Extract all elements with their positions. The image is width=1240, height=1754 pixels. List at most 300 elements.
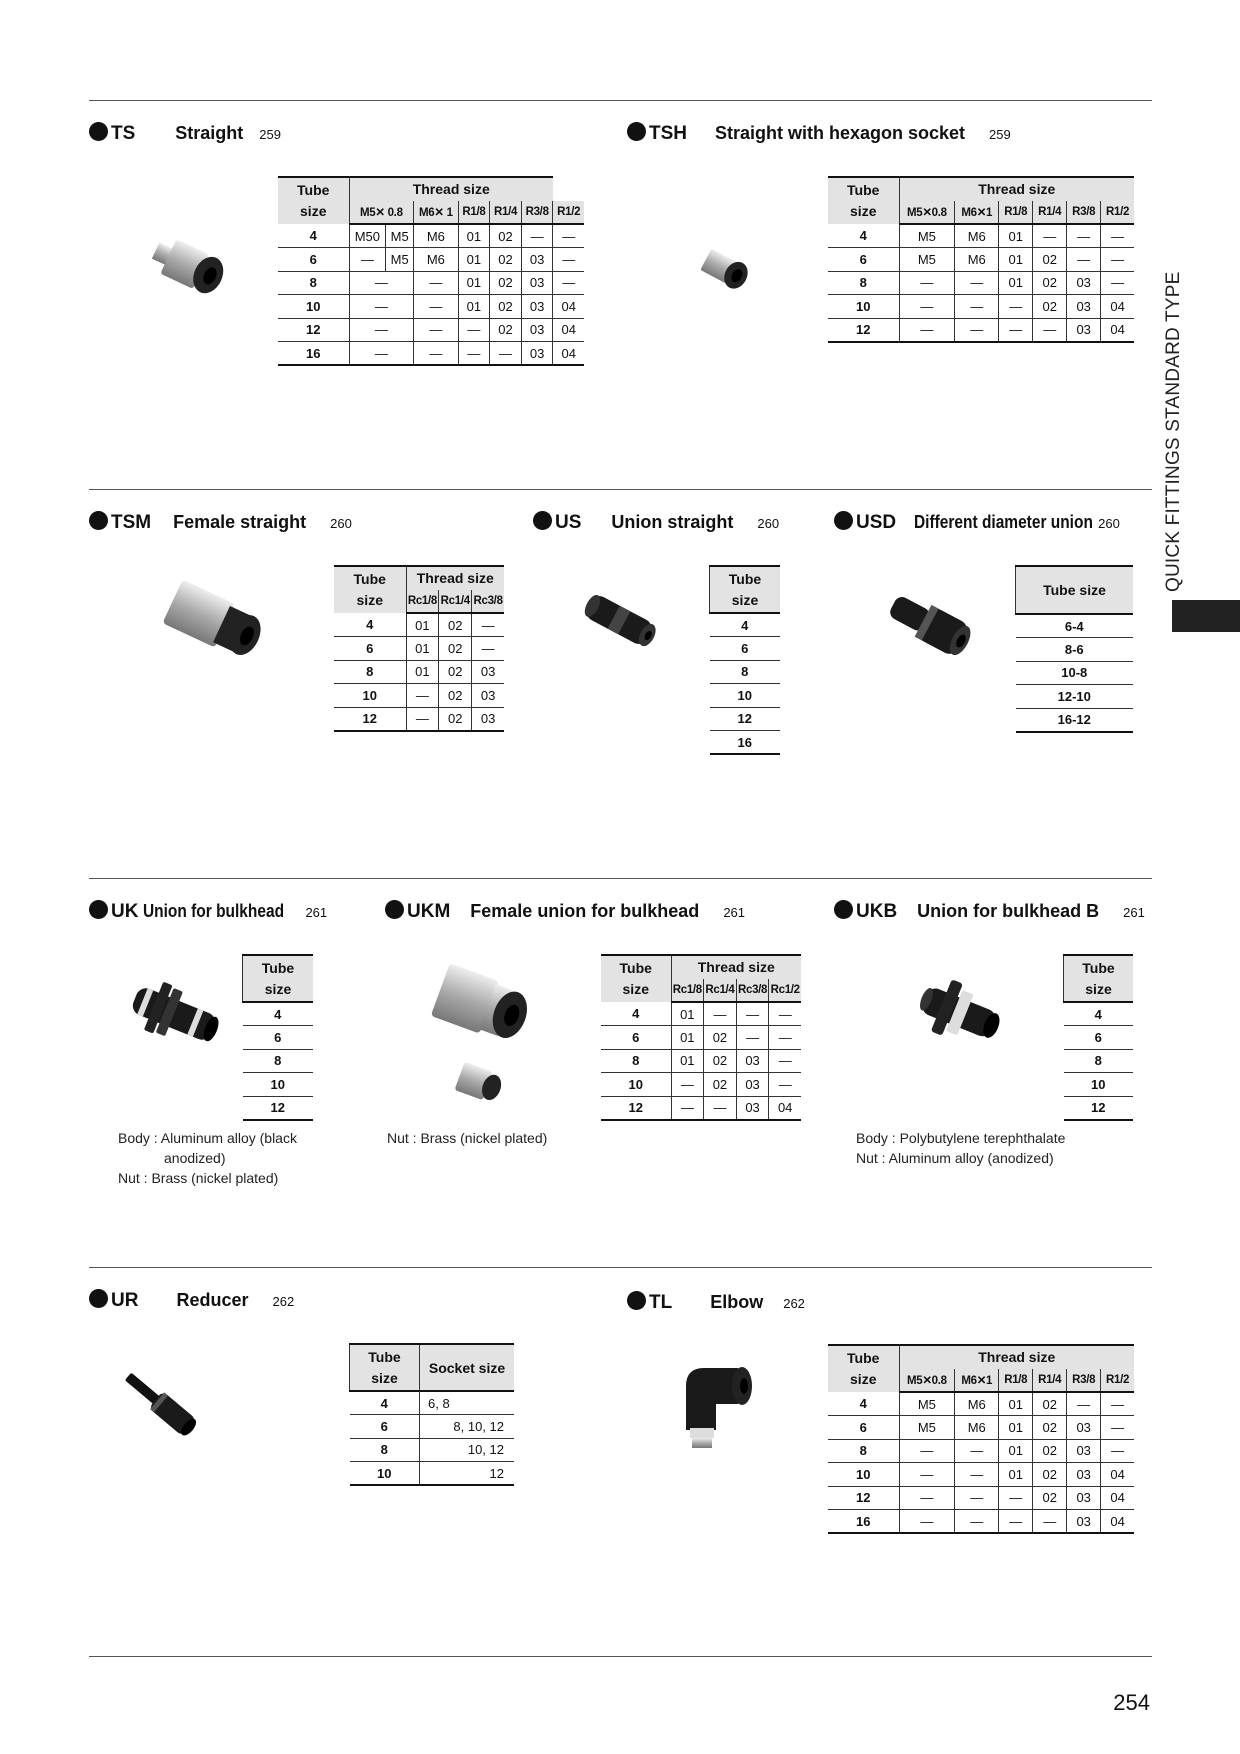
- product-name: Straight with hexagon socket: [715, 123, 966, 143]
- table-row: [350, 1438, 515, 1462]
- table-row: [1016, 638, 1134, 662]
- table-row: [1064, 1096, 1134, 1120]
- table-row: [1016, 685, 1134, 709]
- table-cell: —: [472, 613, 504, 637]
- table-row: [710, 707, 781, 731]
- table-cell: 04: [553, 295, 584, 319]
- product-code: USD: [856, 512, 897, 533]
- table-row: [710, 637, 781, 661]
- col-head: Rc3/8: [472, 590, 504, 614]
- tube-size-header: Tube size: [334, 566, 406, 613]
- page-reference: 260: [1098, 516, 1120, 531]
- table-cell: 01: [999, 248, 1033, 272]
- table-cell: M6: [955, 1416, 999, 1440]
- table-cell: —: [899, 1510, 955, 1534]
- table-row: [1064, 1073, 1134, 1097]
- table-cell: 03: [472, 707, 504, 731]
- col-head: M6✕ 1: [414, 201, 458, 225]
- table-row: [243, 1073, 314, 1097]
- table-cell: 03: [472, 684, 504, 708]
- table-cell: —: [349, 248, 386, 272]
- table-row: [828, 295, 1134, 319]
- table-row: [710, 613, 781, 637]
- table-cell: —: [1067, 224, 1101, 248]
- table-row: [278, 224, 584, 248]
- table-cell: —: [999, 1510, 1033, 1534]
- table-cell: —: [1033, 318, 1067, 342]
- table-cell: M6: [955, 224, 999, 248]
- table-cell: 03: [1067, 1510, 1101, 1534]
- table-cell: 6: [334, 637, 406, 661]
- table-cell: 10: [334, 684, 406, 708]
- table-cell: 6: [828, 248, 899, 272]
- table-cell: 12: [278, 318, 349, 342]
- table-cell: 4: [350, 1391, 420, 1415]
- table-cell: 02: [490, 248, 522, 272]
- table-cell: —: [999, 1486, 1033, 1510]
- table-cell: —: [1101, 224, 1134, 248]
- table-cell: 03: [1067, 295, 1101, 319]
- page-number: 254: [1113, 1690, 1150, 1715]
- table-cell: 02: [490, 271, 522, 295]
- table-cell: 01: [458, 271, 490, 295]
- table-cell: —: [414, 342, 458, 366]
- table-cell: —: [1101, 271, 1134, 295]
- table-cell: 10: [710, 684, 781, 708]
- table-row: [828, 1486, 1134, 1510]
- table-cell: —: [955, 1463, 999, 1487]
- table-row: [278, 342, 584, 366]
- thread-size-header: Thread size: [406, 566, 504, 590]
- tube-size-header: Tube size: [278, 177, 349, 224]
- table-cell: 01: [406, 637, 439, 661]
- col-head: Rc1/4: [704, 979, 737, 1003]
- section-heading-usd: [834, 509, 1120, 534]
- table-row: [278, 271, 584, 295]
- section-heading-ukm: [385, 898, 745, 923]
- table-cell: 8: [334, 660, 406, 684]
- table-cell: —: [553, 271, 584, 295]
- material-note: Body : Aluminum alloy (black anodized) Nut : Brass (nickel plated): [118, 1130, 297, 1186]
- table-cell: —: [472, 637, 504, 661]
- table-cell: 02: [1033, 1463, 1067, 1487]
- thread-size-header: Thread size: [899, 177, 1134, 201]
- table-cell: M5: [386, 248, 414, 272]
- table-cell: 8-6: [1016, 638, 1134, 662]
- tsh-spec-table: [828, 176, 1134, 343]
- table-cell: 12: [243, 1096, 314, 1120]
- bullet-icon: [627, 122, 646, 141]
- table-row: [828, 1416, 1134, 1440]
- table-cell: 01: [999, 1416, 1033, 1440]
- page-reference: 261: [723, 905, 746, 920]
- table-row: [278, 248, 584, 272]
- table-cell: 8: [350, 1438, 420, 1462]
- table-row: [601, 1073, 801, 1097]
- table-cell: 6: [278, 248, 349, 272]
- product-code: TL: [649, 1292, 673, 1313]
- table-cell: 01: [458, 295, 490, 319]
- col-head: Rc3/8: [736, 979, 769, 1003]
- table-cell: M50: [349, 224, 386, 248]
- table-cell: M5: [899, 248, 955, 272]
- tube-size-header: Tube size: [828, 1345, 899, 1392]
- table-cell: 02: [1033, 1392, 1067, 1416]
- table-row: [828, 1392, 1134, 1416]
- table-row: [828, 1439, 1134, 1463]
- table-cell: 04: [1101, 1510, 1134, 1534]
- table-cell: —: [899, 318, 955, 342]
- table-row: [334, 684, 504, 708]
- table-cell: 03: [1067, 1463, 1101, 1487]
- tube-size-header: Tube size: [710, 566, 781, 613]
- page-reference: 260: [757, 516, 780, 531]
- table-row: [350, 1462, 515, 1486]
- table-cell: M5: [386, 224, 414, 248]
- table-cell: —: [458, 342, 490, 366]
- thread-size-header: Thread size: [349, 177, 553, 201]
- section-divider: [89, 878, 1152, 879]
- table-cell: —: [553, 224, 584, 248]
- table-row: [601, 1049, 801, 1073]
- us-spec-table: [709, 565, 780, 755]
- section-heading-ur: [89, 1287, 294, 1312]
- table-cell: 02: [704, 1049, 737, 1073]
- elbow-fitting-image: [680, 1360, 760, 1452]
- product-code: UKM: [407, 901, 451, 922]
- socket-size-header: Socket size: [420, 1344, 515, 1391]
- table-row: [350, 1415, 515, 1439]
- table-cell: —: [414, 318, 458, 342]
- table-row: [1064, 1026, 1134, 1050]
- table-cell: 02: [1033, 248, 1067, 272]
- side-tab-label: QUICK FITTINGS STANDARD TYPE: [1163, 271, 1184, 592]
- table-cell: —: [414, 295, 458, 319]
- table-cell: 02: [490, 295, 522, 319]
- table-cell: —: [769, 1049, 801, 1073]
- page-reference: 259: [259, 127, 281, 142]
- table-cell: —: [955, 1486, 999, 1510]
- table-row: [278, 318, 584, 342]
- bullet-icon: [89, 511, 108, 530]
- table-cell: —: [769, 1002, 801, 1026]
- table-cell: —: [1101, 1439, 1134, 1463]
- table-cell: 04: [1101, 1486, 1134, 1510]
- bullet-icon: [89, 1289, 108, 1308]
- col-head: R1/2: [553, 201, 584, 225]
- col-head: M5✕0.8: [899, 201, 955, 225]
- page-reference: 261: [305, 905, 328, 920]
- product-name: Elbow: [710, 1292, 764, 1312]
- table-row: [601, 1026, 801, 1050]
- bullet-icon: [834, 511, 853, 530]
- female-straight-fitting-image: [162, 578, 272, 666]
- table-row: [828, 224, 1134, 248]
- table-cell: 8: [828, 271, 899, 295]
- table-cell: 6: [828, 1416, 899, 1440]
- col-head: Rc1/8: [671, 979, 704, 1003]
- table-row: [601, 1096, 801, 1120]
- table-cell: 02: [439, 684, 472, 708]
- bullet-icon: [89, 900, 108, 919]
- product-name: Reducer: [176, 1290, 249, 1310]
- table-cell: —: [406, 684, 439, 708]
- table-cell: 4: [710, 613, 781, 637]
- col-head: Rc1/8: [406, 590, 439, 614]
- col-head: M6✕1: [955, 201, 999, 225]
- table-cell: 4: [828, 224, 899, 248]
- table-cell: 4: [828, 1392, 899, 1416]
- col-head: Rc1/2: [769, 979, 801, 1003]
- product-code: US: [555, 512, 582, 533]
- table-cell: —: [458, 318, 490, 342]
- col-head: R1/2: [1101, 201, 1134, 225]
- usd-spec-table: [1015, 565, 1133, 733]
- table-cell: 04: [769, 1096, 801, 1120]
- table-cell: 6, 8: [420, 1391, 515, 1415]
- table-cell: M6: [414, 224, 458, 248]
- table-cell: M5: [899, 1416, 955, 1440]
- product-name: Union for bulkhead: [143, 901, 285, 921]
- tl-spec-table: [828, 1344, 1134, 1534]
- page-reference: 259: [989, 127, 1011, 142]
- table-cell: —: [490, 342, 522, 366]
- table-cell: —: [1033, 224, 1067, 248]
- col-head: R3/8: [1067, 201, 1101, 225]
- table-row: [278, 295, 584, 319]
- table-cell: 12: [828, 318, 899, 342]
- table-row: [334, 637, 504, 661]
- table-cell: 8: [243, 1049, 314, 1073]
- table-cell: —: [955, 1510, 999, 1534]
- table-cell: —: [955, 295, 999, 319]
- table-cell: —: [704, 1096, 737, 1120]
- table-cell: 4: [601, 1002, 671, 1026]
- table-cell: 8: [710, 660, 781, 684]
- col-head: M5✕ 0.8: [349, 201, 414, 225]
- table-cell: —: [349, 318, 414, 342]
- table-cell: 01: [999, 271, 1033, 295]
- product-name: Union straight: [611, 512, 734, 532]
- table-cell: 03: [736, 1049, 769, 1073]
- table-cell: —: [1033, 1510, 1067, 1534]
- table-row: [1064, 1002, 1134, 1026]
- table-cell: 6: [710, 637, 781, 661]
- table-cell: 8: [278, 271, 349, 295]
- table-cell: 12: [420, 1462, 515, 1486]
- table-cell: 02: [439, 613, 472, 637]
- table-cell: —: [769, 1073, 801, 1097]
- table-cell: M5: [899, 1392, 955, 1416]
- table-cell: 4: [278, 224, 349, 248]
- table-cell: —: [521, 224, 553, 248]
- material-note: Nut : Brass (nickel plated): [387, 1130, 548, 1146]
- table-cell: 04: [553, 318, 584, 342]
- table-cell: 01: [999, 224, 1033, 248]
- table-cell: 16: [278, 342, 349, 366]
- col-head: R1/8: [999, 1369, 1033, 1393]
- table-cell: 04: [1101, 1463, 1134, 1487]
- table-cell: 12-10: [1016, 685, 1134, 709]
- section-heading-ukb: [834, 898, 1145, 923]
- product-name: Different diameter union: [914, 512, 1094, 532]
- table-cell: 04: [1101, 318, 1134, 342]
- tsm-spec-table: [334, 565, 504, 732]
- table-cell: 12: [334, 707, 406, 731]
- table-cell: 03: [1067, 1486, 1101, 1510]
- table-cell: —: [955, 271, 999, 295]
- table-cell: M6: [414, 248, 458, 272]
- table-cell: 01: [458, 224, 490, 248]
- table-cell: 02: [1033, 1439, 1067, 1463]
- table-cell: 01: [458, 248, 490, 272]
- table-cell: 02: [439, 637, 472, 661]
- ukm-spec-table: [601, 954, 801, 1121]
- table-cell: 01: [671, 1002, 704, 1026]
- thread-size-header: Thread size: [899, 1345, 1134, 1369]
- union-straight-fitting-image: [577, 585, 662, 655]
- col-head: R3/8: [521, 201, 553, 225]
- table-cell: 04: [553, 342, 584, 366]
- table-row: [243, 1002, 314, 1026]
- table-cell: —: [955, 318, 999, 342]
- different-diameter-union-image: [880, 585, 975, 663]
- col-head: M6✕1: [955, 1369, 999, 1393]
- ukb-spec-table: [1063, 954, 1133, 1121]
- bullet-icon: [89, 122, 108, 141]
- table-cell: 01: [406, 613, 439, 637]
- reducer-fitting-image: [118, 1368, 204, 1440]
- table-cell: 01: [999, 1463, 1033, 1487]
- table-cell: —: [671, 1096, 704, 1120]
- table-cell: 02: [704, 1026, 737, 1050]
- table-cell: M5: [899, 224, 955, 248]
- table-cell: 01: [999, 1439, 1033, 1463]
- table-cell: —: [769, 1026, 801, 1050]
- table-cell: 4: [1064, 1002, 1134, 1026]
- table-cell: 02: [439, 660, 472, 684]
- table-cell: —: [414, 271, 458, 295]
- table-cell: 6-4: [1016, 614, 1134, 638]
- table-cell: —: [899, 271, 955, 295]
- table-cell: 01: [999, 1392, 1033, 1416]
- tube-size-header: Tube size: [828, 177, 899, 224]
- table-cell: —: [704, 1002, 737, 1026]
- table-cell: 02: [439, 707, 472, 731]
- table-cell: —: [999, 318, 1033, 342]
- table-row: [1064, 1049, 1134, 1073]
- table-cell: —: [899, 1463, 955, 1487]
- table-cell: 03: [1067, 1439, 1101, 1463]
- table-cell: —: [736, 1002, 769, 1026]
- bullet-icon: [385, 900, 404, 919]
- table-cell: 02: [1033, 1416, 1067, 1440]
- table-row: [828, 1463, 1134, 1487]
- col-head: R1/4: [490, 201, 522, 225]
- section-divider: [89, 1656, 1152, 1657]
- ur-spec-table: [349, 1343, 514, 1486]
- product-code: UKB: [856, 901, 898, 922]
- material-note: Body : Polybutylene terephthalate Nut : Aluminum alloy (anodized): [856, 1130, 1066, 1166]
- table-cell: 12: [1064, 1096, 1134, 1120]
- table-row: [828, 248, 1134, 272]
- tube-size-header: Tube size: [1064, 955, 1134, 1002]
- table-cell: —: [1101, 248, 1134, 272]
- table-cell: 02: [490, 224, 522, 248]
- bullet-icon: [834, 900, 853, 919]
- table-cell: 03: [472, 660, 504, 684]
- table-row: [601, 1002, 801, 1026]
- table-cell: 02: [704, 1073, 737, 1097]
- table-cell: 10: [350, 1462, 420, 1486]
- table-cell: 6: [350, 1415, 420, 1439]
- table-row: [243, 1096, 314, 1120]
- section-divider: [89, 489, 1152, 490]
- bullet-icon: [627, 1291, 646, 1310]
- table-cell: —: [553, 248, 584, 272]
- thread-size-header: Thread size: [671, 955, 801, 979]
- table-cell: 16: [828, 1510, 899, 1534]
- table-row: [350, 1391, 515, 1415]
- table-row: [710, 731, 781, 755]
- table-row: [1016, 614, 1134, 638]
- table-row: [243, 1026, 314, 1050]
- table-row: [828, 1510, 1134, 1534]
- table-row: [710, 660, 781, 684]
- table-cell: 02: [1033, 295, 1067, 319]
- product-code: UR: [111, 1290, 139, 1311]
- table-cell: —: [955, 1439, 999, 1463]
- table-cell: 03: [521, 318, 553, 342]
- table-cell: —: [349, 295, 414, 319]
- section-heading-tsm: [89, 509, 352, 534]
- table-cell: —: [899, 295, 955, 319]
- table-cell: —: [899, 1486, 955, 1510]
- table-cell: 10: [278, 295, 349, 319]
- product-code: UK: [111, 901, 139, 922]
- col-head: R3/8: [1067, 1369, 1101, 1393]
- table-cell: 6: [243, 1026, 314, 1050]
- table-cell: 03: [521, 342, 553, 366]
- ts-spec-table: [278, 176, 584, 366]
- table-row: [1016, 661, 1134, 685]
- table-cell: —: [406, 707, 439, 731]
- table-cell: 4: [334, 613, 406, 637]
- col-head: R1/4: [1033, 1369, 1067, 1393]
- table-cell: 03: [521, 271, 553, 295]
- col-head: R1/8: [999, 201, 1033, 225]
- table-cell: 10-8: [1016, 661, 1134, 685]
- product-code: TSM: [111, 512, 152, 533]
- table-cell: 03: [1067, 318, 1101, 342]
- table-cell: 4: [243, 1002, 314, 1026]
- table-cell: —: [999, 295, 1033, 319]
- uk-spec-table: [242, 954, 313, 1121]
- col-head: R1/2: [1101, 1369, 1134, 1393]
- table-cell: 10: [601, 1073, 671, 1097]
- bullet-icon: [533, 511, 552, 530]
- table-cell: 10: [1064, 1073, 1134, 1097]
- table-cell: —: [1101, 1416, 1134, 1440]
- table-row: [334, 660, 504, 684]
- table-cell: —: [736, 1026, 769, 1050]
- tube-size-header: Tube size: [350, 1344, 420, 1391]
- table-cell: —: [349, 271, 414, 295]
- table-row: [334, 613, 504, 637]
- table-cell: 8, 10, 12: [420, 1415, 515, 1439]
- col-head: R1/4: [1033, 201, 1067, 225]
- table-cell: 6: [601, 1026, 671, 1050]
